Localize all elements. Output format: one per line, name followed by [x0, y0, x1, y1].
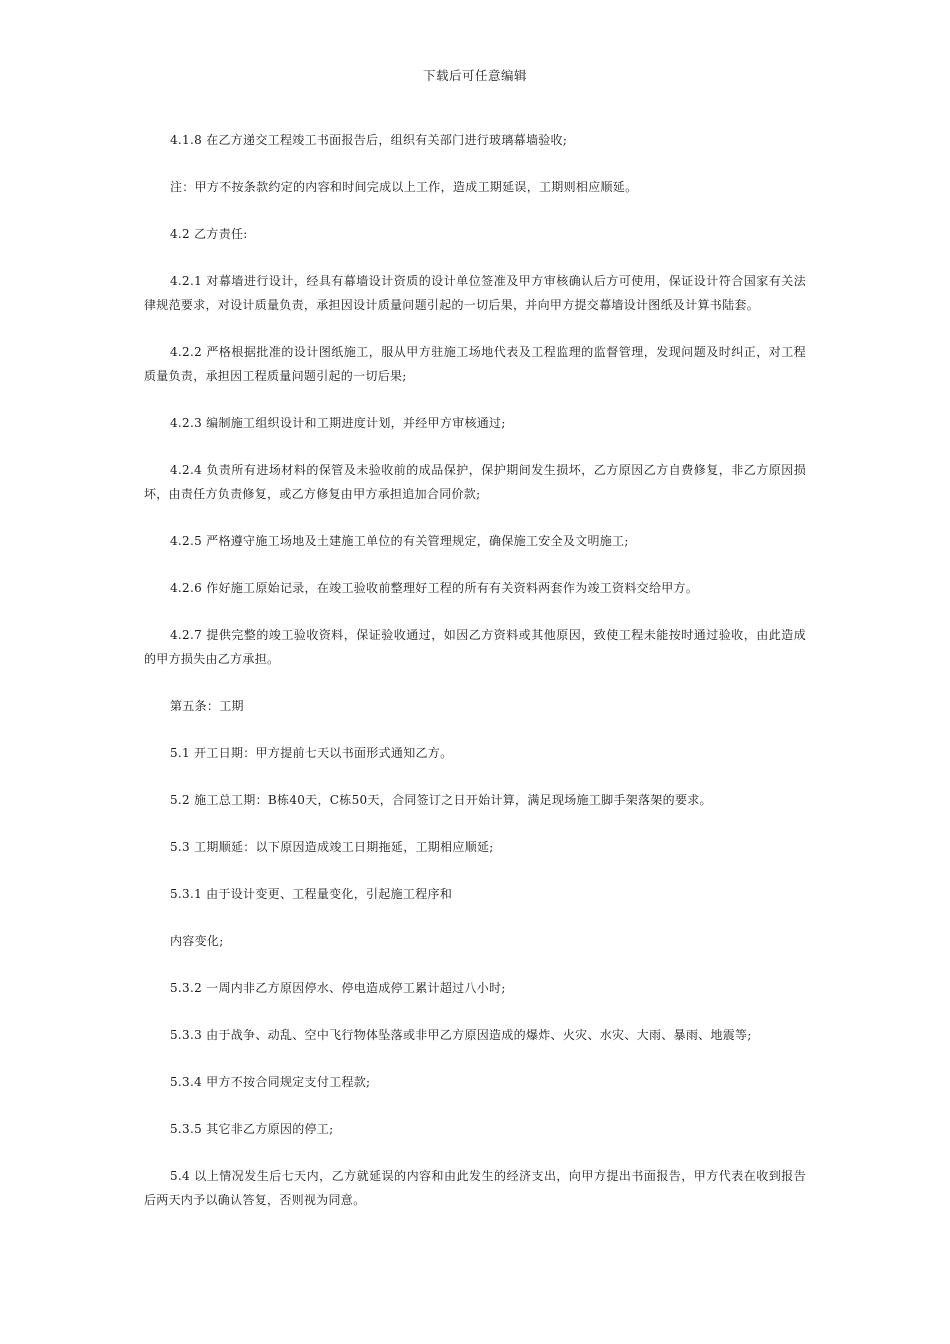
paragraph-5-1: 5.1 开工日期：甲方提前七天以书面形式通知乙方。	[170, 746, 453, 760]
paragraph-5-3: 5.3 工期顺延：以下原因造成竣工日期拖延，工期相应顺延;	[170, 840, 494, 854]
paragraph-4-2-2: 4.2.2 严格根据批准的设计图纸施工，服从甲方驻施工场地代表及工程监理的监督管理，发现问题及时纠正，对工程质量负责，承担因工程质量问题引起的一切后果;	[144, 345, 806, 383]
paragraph-note: 注：甲方不按条款约定的内容和时间完成以上工作，造成工期延误，工期则相应顺延。	[170, 180, 638, 194]
paragraph-5-3-2: 5.3.2 一周内非乙方原因停水、停电造成停工累计超过八小时;	[170, 981, 506, 995]
paragraph-4-2-3: 4.2.3 编制施工组织设计和工期进度计划，并经甲方审核通过;	[170, 416, 506, 430]
paragraph-4-2: 4.2 乙方责任:	[170, 227, 248, 241]
paragraph-5-3-1: 5.3.1 由于设计变更、工程量变化，引起施工程序和	[170, 887, 453, 901]
paragraph-4-1-8: 4.1.8 在乙方递交工程竣工书面报告后，组织有关部门进行玻璃幕墙验收;	[170, 133, 568, 147]
document-body	[144, 128, 806, 1235]
paragraph-5-3-1-continued: 内容变化;	[170, 934, 224, 948]
paragraph-4-2-5: 4.2.5 严格遵守施工场地及土建施工单位的有关管理规定，确保施工安全及文明施工;	[170, 534, 629, 548]
paragraph-4-2-4: 4.2.4 负责所有进场材料的保管及未验收前的成品保护，保护期间发生损坏，乙方原因乙方自费修复，非乙方原因损坏，由责任方负责修复，或乙方修复由甲方承担追加合同价款;	[144, 463, 806, 501]
paragraph-5-3-3: 5.3.3 由于战争、动乱、空中飞行物体坠落或非甲乙方原因造成的爆炸、火灾、水灾、大雨、暴雨、地震等;	[170, 1028, 752, 1042]
section-title-article-5: 第五条：工期	[170, 699, 244, 713]
paragraph-4-2-1: 4.2.1 对幕墙进行设计，经具有幕墙设计资质的设计单位签准及甲方审核确认后方可使用，保证设计符合国家有关法律规范要求，对设计质量负责，承担因设计质量问题引起的一切后果，并向甲方提交幕墙设计图纸及计算书陆套。	[144, 274, 806, 312]
paragraph-4-2-6: 4.2.6 作好施工原始记录，在竣工验收前整理好工程的所有有关资料两套作为竣工资料交给甲方。	[170, 581, 699, 595]
paragraph-5-3-4: 5.3.4 甲方不按合同规定支付工程款;	[170, 1075, 371, 1089]
paragraph-5-4: 5.4 以上情况发生后七天内，乙方就延误的内容和由此发生的经济支出，向甲方提出书面报告，甲方代表在收到报告后两天内予以确认答复，否则视为同意。	[144, 1169, 806, 1207]
page-header: 下载后可任意编辑	[422, 68, 527, 83]
paragraph-5-3-5: 5.3.5 其它非乙方原因的停工;	[170, 1122, 334, 1136]
paragraph-5-2: 5.2 施工总工期：B栋40天，C栋50天，合同签订之日开始计算，满足现场施工脚手架落架的要求。	[170, 793, 712, 807]
paragraph-4-2-7: 4.2.7 提供完整的竣工验收资料，保证验收通过，如因乙方资料或其他原因，致使工程未能按时通过验收，由此造成的甲方损失由乙方承担。	[144, 628, 806, 666]
